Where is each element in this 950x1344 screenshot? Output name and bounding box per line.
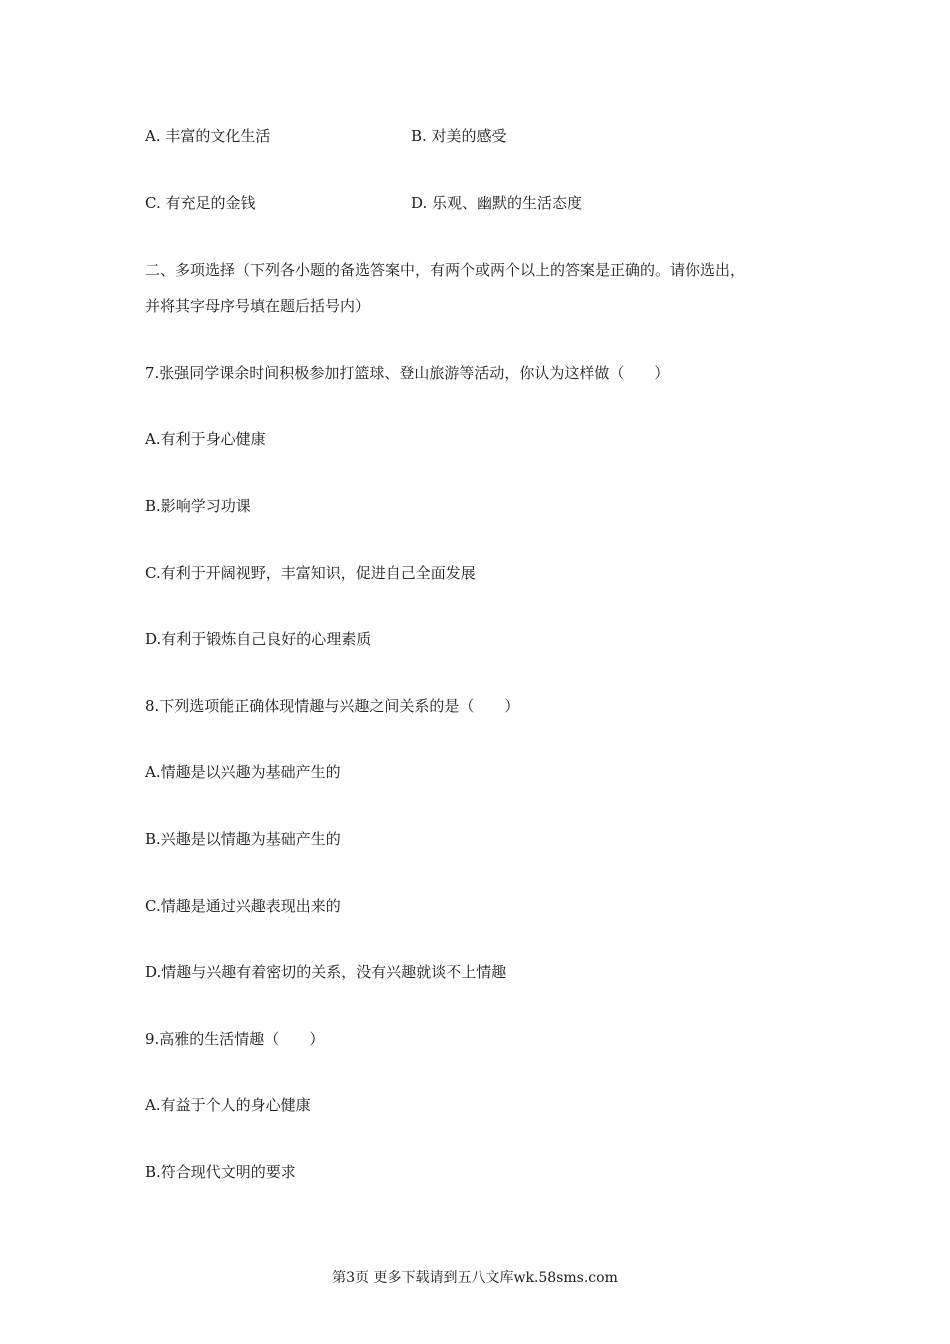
q7-option-b: B.影响学习功课 [145,497,251,515]
q7-option-a: A.有利于身心健康 [145,430,266,448]
page-footer: 第3页 更多下载请到五八文库wk.58sms.com [332,1270,618,1286]
q9-stem: 9.高雅的生活情趣（ ） [145,1030,325,1048]
q8-option-d: D.情趣与兴趣有着密切的关系，没有兴趣就谈不上情趣 [145,963,507,981]
q9-option-a: A.有益于个人的身心健康 [145,1096,311,1114]
q6-option-b: B. 对美的感受 [411,127,507,145]
section2-heading-line1: 二、多项选择（下列各小题的备选答案中，有两个或两个以上的答案是正确的。请你选出， [145,261,746,279]
q7-option-d: D.有利于锻炼自己良好的心理素质 [145,630,372,648]
q6-option-c: C. 有充足的金钱 [145,194,256,212]
q9-option-b: B.符合现代文明的要求 [145,1163,296,1181]
q8-option-a: A.情趣是以兴趣为基础产生的 [145,763,341,781]
section2-heading-line2: 并将其字母序号填在题后括号内） [145,297,371,315]
q6-option-d: D. 乐观、幽默的生活态度 [411,194,583,212]
q8-option-c: C.情趣是通过兴趣表现出来的 [145,897,341,915]
q7-option-c: C.有利于开阔视野，丰富知识，促进自己全面发展 [145,564,476,582]
q6-option-a: A. 丰富的文化生活 [145,127,271,145]
q8-stem: 8.下列选项能正确体现情趣与兴趣之间关系的是（ ） [145,697,520,715]
q7-stem: 7.张强同学课余时间积极参加打篮球、登山旅游等活动，你认为这样做（ ） [145,364,670,382]
q8-option-b: B.兴趣是以情趣为基础产生的 [145,830,341,848]
